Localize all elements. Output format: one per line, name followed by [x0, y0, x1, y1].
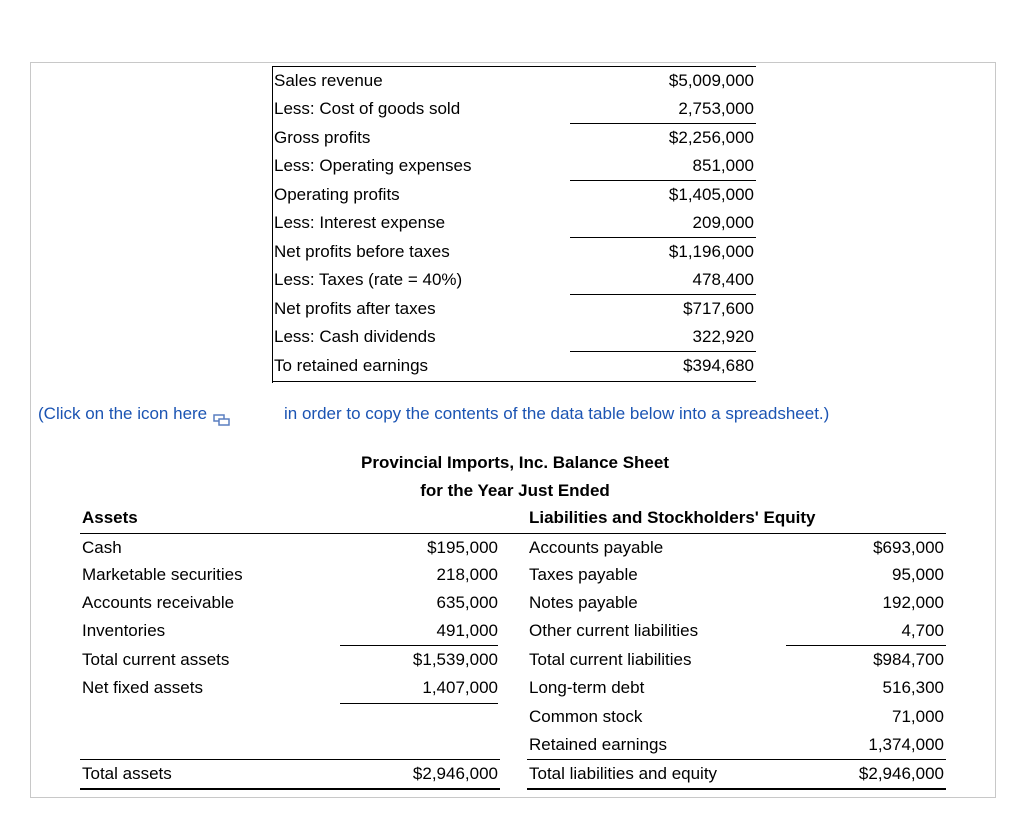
liability-value: 4,700	[901, 621, 944, 640]
income-label: Less: Operating expenses	[274, 156, 472, 175]
liability-value: 71,000	[892, 707, 944, 726]
income-value: 2,753,000	[678, 99, 754, 118]
income-value: $394,680	[683, 356, 754, 375]
total-assets-label: Total assets	[82, 764, 172, 783]
liability-label: Notes payable	[529, 593, 638, 612]
asset-label: Accounts receivable	[82, 593, 235, 612]
liability-value: 95,000	[892, 565, 944, 584]
copy-instruction-text: (Click on the icon here	[38, 404, 208, 423]
income-label: Net profits after taxes	[274, 299, 436, 318]
income-value: $1,405,000	[668, 185, 754, 204]
income-label: Less: Taxes (rate = 40%)	[274, 270, 463, 289]
income-bottom-rule	[272, 381, 756, 382]
liability-label: Long-term debt	[529, 678, 645, 697]
income-value: 478,400	[692, 270, 754, 289]
asset-label: Marketable securities	[82, 565, 243, 584]
liability-label: Total current liabilities	[529, 650, 692, 669]
asset-label: Total current assets	[82, 650, 230, 669]
total-liabilities-bottom-rule	[527, 788, 946, 790]
asset-value: 1,407,000	[422, 678, 498, 697]
liability-label: Common stock	[529, 707, 643, 726]
copy-instruction-text: in order to copy the contents of the data table below into a spreadsheet.)	[284, 404, 830, 423]
asset-value: 218,000	[436, 565, 498, 584]
liabilities-header: Liabilities and Stockholders' Equity	[529, 508, 816, 527]
income-row	[272, 295, 756, 323]
asset-label: Cash	[82, 538, 122, 557]
income-row	[272, 152, 756, 180]
asset-value: $195,000	[427, 538, 498, 557]
asset-label: Inventories	[82, 621, 166, 640]
income-label: Sales revenue	[274, 71, 383, 90]
asset-value: 635,000	[436, 593, 498, 612]
income-label: Operating profits	[274, 185, 400, 204]
copy-to-spreadsheet-icon[interactable]	[213, 408, 231, 422]
balance-sheet-title: Provincial Imports, Inc. Balance Sheet	[361, 453, 669, 472]
total-assets-bottom-rule	[80, 788, 500, 790]
income-label: To retained earnings	[274, 356, 429, 375]
income-label: Less: Cash dividends	[274, 327, 436, 346]
income-value: 209,000	[692, 213, 754, 232]
income-row	[272, 266, 756, 294]
income-label: Less: Interest expense	[274, 213, 446, 232]
income-value: $717,600	[683, 299, 754, 318]
liability-label: Total liabilities and equity	[529, 764, 718, 783]
income-row	[272, 181, 756, 209]
liability-value: $693,000	[873, 538, 944, 557]
income-row	[272, 238, 756, 266]
asset-value: 491,000	[436, 621, 498, 640]
liability-value: 192,000	[882, 593, 944, 612]
total-assets-value: $2,946,000	[412, 764, 498, 783]
income-value: $5,009,000	[668, 71, 754, 90]
subtotal-rule	[340, 703, 498, 704]
balance-sheet-subtitle: for the Year Just Ended	[420, 481, 610, 500]
assets-header: Assets	[82, 508, 138, 527]
liability-label: Retained earnings	[529, 735, 667, 754]
liability-value: $984,700	[873, 650, 944, 669]
income-label: Less: Cost of goods sold	[274, 99, 461, 118]
copy-instruction	[38, 400, 830, 428]
income-value: $1,196,000	[668, 242, 754, 261]
liability-value: 1,374,000	[868, 735, 944, 754]
asset-value: $1,539,000	[412, 650, 498, 669]
liability-label: Accounts payable	[529, 538, 664, 557]
income-value: $2,256,000	[668, 128, 754, 147]
income-label: Net profits before taxes	[274, 242, 450, 261]
income-value: 851,000	[692, 156, 754, 175]
liability-value: 516,300	[882, 678, 944, 697]
income-row	[272, 209, 756, 237]
income-row	[272, 124, 756, 152]
liability-label: Other current liabilities	[529, 621, 699, 640]
liability-value: $2,946,000	[858, 764, 944, 783]
asset-label: Net fixed assets	[82, 678, 203, 697]
income-row	[272, 352, 756, 380]
income-row	[272, 95, 756, 123]
liability-label: Taxes payable	[529, 565, 638, 584]
income-value: 322,920	[692, 327, 754, 346]
income-row	[272, 67, 756, 95]
income-row	[272, 323, 756, 351]
income-label: Gross profits	[274, 128, 371, 147]
